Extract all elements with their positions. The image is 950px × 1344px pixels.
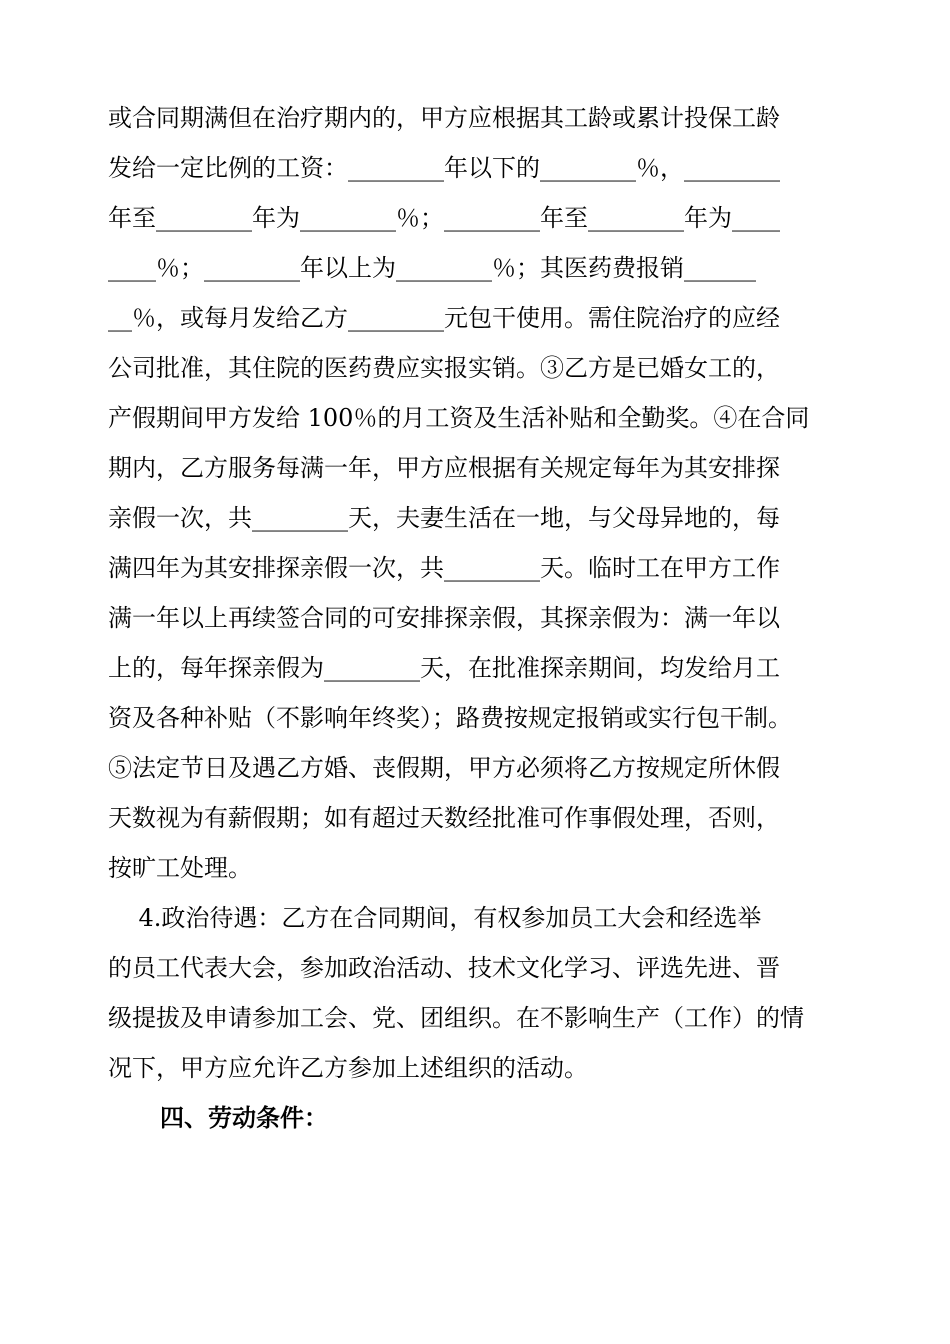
text-line: 年至________年为________％；________年至________年为____ <box>108 204 780 232</box>
text-line: ⑤法定节日及遇乙方婚、丧假期，甲方必须将乙方按规定所休假 <box>108 754 780 782</box>
text-line: __％，或每月发给乙方________元包干使用。需住院治疗的应经 <box>108 304 780 332</box>
text-line: 级提拔及申请参加工会、党、团组织。在不影响生产（工作）的情 <box>108 1004 804 1032</box>
text-line: 公司批准，其住院的医药费应实报实销。③乙方是已婚女工的， <box>108 354 780 382</box>
text-line: 资及各种补贴（不影响年终奖）；路费按规定报销或实行包干制。 <box>108 704 792 732</box>
text-line: 产假期间甲方发给 100％的月工资及生活补贴和全勤奖。④在合同 <box>108 404 810 432</box>
text-line: 天数视为有薪假期；如有超过天数经批准可作事假处理，否则， <box>108 804 780 832</box>
text-line: 满四年为其安排探亲假一次，共________天。临时工在甲方工作 <box>108 554 780 582</box>
text-line: 发给一定比例的工资：________年以下的________％，________ <box>108 154 780 182</box>
text-line: 期内，乙方服务每满一年，甲方应根据有关规定每年为其安排探 <box>108 454 780 482</box>
text-line: 满一年以上再续签合同的可安排探亲假，其探亲假为：满一年以 <box>108 604 780 632</box>
text-line: 亲假一次，共________天，夫妻生活在一地，与父母异地的，每 <box>108 504 780 532</box>
section-heading: 四、劳动条件： <box>160 1104 328 1132</box>
text-line: 按旷工处理。 <box>108 854 252 882</box>
text-line: 的员工代表大会，参加政治活动、技术文化学习、评选先进、晋 <box>108 954 780 982</box>
text-line: ____％；________年以上为________％；其医药费报销______ <box>108 254 756 282</box>
text-line: 或合同期满但在治疗期内的，甲方应根据其工龄或累计投保工龄 <box>108 104 780 132</box>
text-line: 况下，甲方应允许乙方参加上述组织的活动。 <box>108 1054 588 1082</box>
text-line: 上的，每年探亲假为________天，在批准探亲期间，均发给月工 <box>108 654 780 682</box>
text-line: 4.政治待遇：乙方在合同期间，有权参加员工大会和经选举 <box>108 904 762 932</box>
